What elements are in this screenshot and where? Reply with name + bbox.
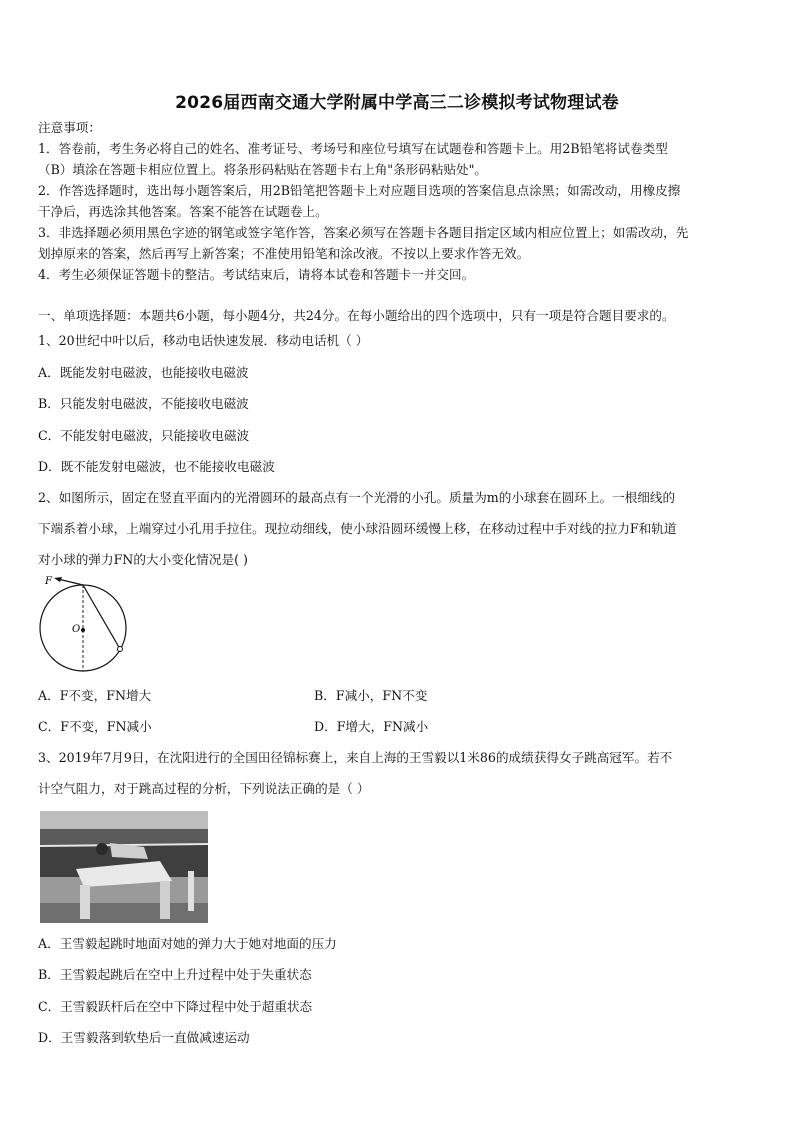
high-jump-photo-drawing	[40, 811, 208, 923]
notice-line: 2．作答选择题时，选出每小题答案后，用2B铅笔把答题卡上对应题目选项的答案信息点涂黑；如需改动，用橡皮擦	[38, 183, 681, 198]
question-1-option-d: D．既不能发射电磁波，也不能接收电磁波	[38, 459, 275, 474]
notice-line: 划掉原来的答案，然后再写上新答案；不准使用铅笔和涂改液。不按以上要求作答无效。	[38, 246, 530, 261]
notice-line: 4．考生必须保证答题卡的整洁。考试结束后，请将本试卷和答题卡一并交回。	[38, 267, 475, 282]
question-3-option-a: A．王雪毅起跳时地面对她的弹力大于她对地面的压力	[38, 936, 337, 951]
question-3-option-b: B．王雪毅起跳后在空中上升过程中处于失重状态	[38, 967, 312, 982]
notice-line: 3．非选择题必须用黑色字迹的钢笔或签字笔作答，答案必须写在答题卡各题目指定区域内相应位置上；如需改动，先	[38, 225, 689, 240]
question-3-option-d: D．王雪毅落到软垫后一直做减速运动	[38, 1030, 250, 1045]
notice-heading: 注意事项：	[38, 120, 101, 135]
string-line	[83, 585, 120, 649]
notice-line: （B）填涂在答题卡相应位置上。将条形码粘贴在答题卡右上角"条形码粘贴处"。	[38, 162, 488, 177]
question-1-option-b: B．只能发射电磁波，不能接收电磁波	[38, 396, 249, 411]
circle-ring-figure	[34, 572, 134, 676]
page-title: 2026届西南交通大学附属中学高三二诊模拟考试物理试卷	[175, 93, 619, 113]
question-3-stem-line: 3、2019年7月9日，在沈阳进行的全国田径锦标赛上，来自上海的王雪毅以1米86的成绩获得女子跳高冠军。若不	[38, 750, 673, 765]
question-2-stem-line: 下端系着小球，上端穿过小孔用手拉住。现拉动细线，使小球沿圆环缓慢上移，在移动过程中手对线的拉力F和轨道	[38, 521, 677, 536]
question-2-option-a: A．F不变，FN增大	[38, 688, 152, 703]
question-2-option-d: D．F增大，FN减小	[314, 719, 429, 734]
question-2-option-b: B．F减小，FN不变	[314, 688, 428, 703]
question-2-stem-line: 2、如图所示，固定在竖直平面内的光滑圆环的最高点有一个光滑的小孔。质量为m的小球套在圆环上。一根细线的	[38, 490, 676, 505]
section-heading: 一、单项选择题：本题共6小题，每小题4分，共24分。在每小题给出的四个选项中，只有一项是符合题目要求的。	[38, 308, 675, 323]
question-2-stem-line: 对小球的弹力FN的大小变化情况是( )	[38, 552, 248, 567]
force-label: F	[45, 576, 52, 587]
center-point	[81, 628, 85, 632]
center-label: O	[72, 624, 81, 635]
high-jump-photo	[40, 811, 208, 923]
small-ball	[118, 647, 123, 652]
force-arrowhead	[54, 577, 62, 582]
force-arrow	[58, 579, 83, 585]
question-2-option-c: C．F不变，FN减小	[38, 719, 152, 734]
question-1-stem: 1、20世纪中叶以后，移动电话快速发展．移动电话机（ ）	[38, 333, 369, 348]
question-1-option-a: A．既能发射电磁波，也能接收电磁波	[38, 365, 249, 380]
question-3-option-c: C．王雪毅跃杆后在空中下降过程中处于超重状态	[38, 999, 313, 1014]
notice-line: 干净后，再选涂其他答案。答案不能答在试题卷上。	[38, 204, 328, 219]
notice-line: 1．答卷前，考生务必将自己的姓名、准考证号、考场号和座位号填写在试题卷和答题卡上。用2B铅笔将试卷类型	[38, 141, 668, 156]
question-3-stem-line: 计空气阻力，对于跳高过程的分析，下列说法正确的是（ ）	[38, 781, 370, 796]
question-1-option-c: C．不能发射电磁波，只能接收电磁波	[38, 428, 250, 443]
